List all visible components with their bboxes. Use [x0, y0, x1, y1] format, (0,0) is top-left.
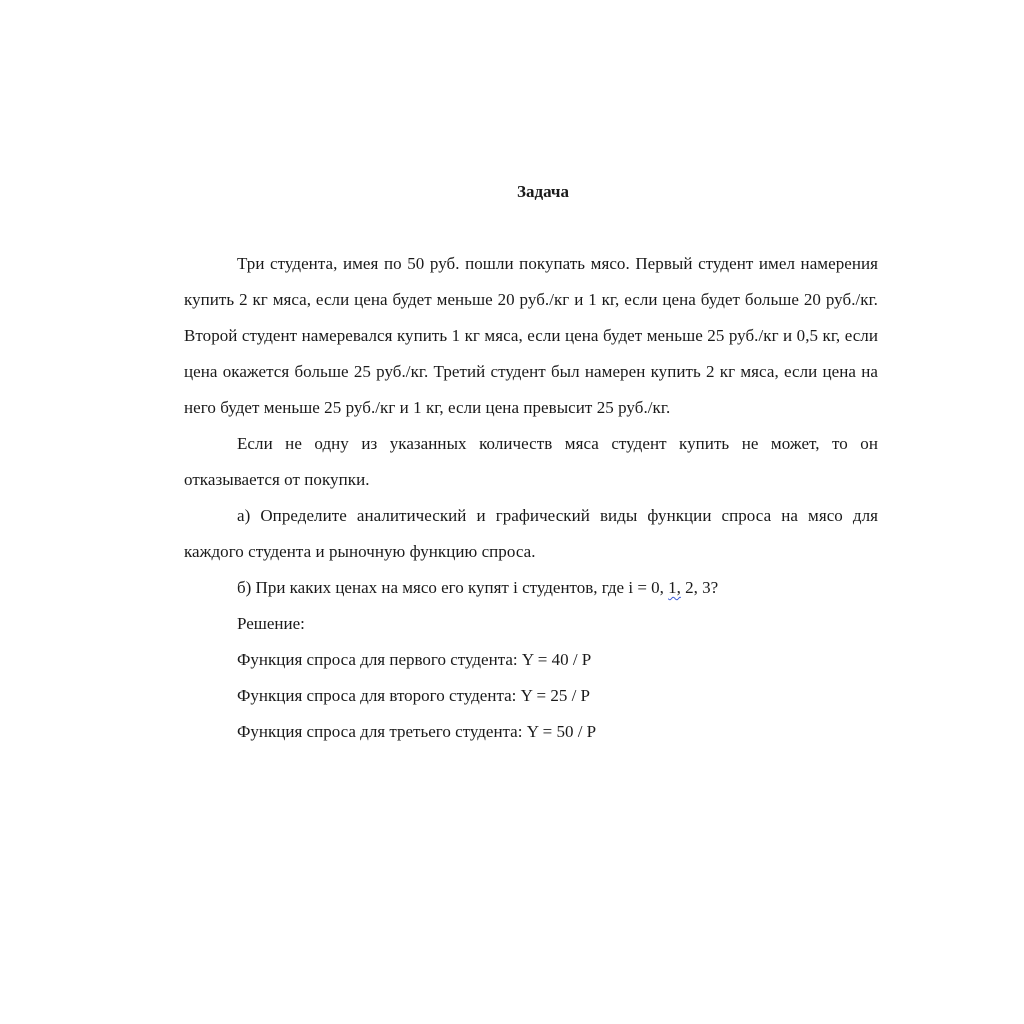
question-b-text-after: 2, 3? — [680, 578, 719, 597]
spellcheck-marked-text[interactable]: 1, — [668, 578, 681, 597]
document-page — [184, 174, 878, 750]
document-title: Задача — [517, 182, 569, 201]
question-a: а) Определите аналитический и графический виды функции спроса на мясо для каждого студента и рыночную функцию спроса. — [184, 506, 878, 561]
question-b-text-before: б) При каких ценах на мясо его купят i студентов, где i = 0, — [237, 578, 669, 597]
solution-label: Решение: — [237, 614, 305, 633]
demand-function-second-student: Функция спроса для второго студента: Y = 25 / P — [237, 686, 591, 705]
demand-function-third-student: Функция спроса для третьего студента: Y = 50 / P — [237, 722, 597, 741]
question-b — [184, 570, 878, 606]
demand-function-first-student: Функция спроса для первого студента: Y = 40 / P — [237, 650, 592, 669]
paragraph-refusal-condition: Если не одну из указанных количеств мяса студент купить не может, то он отказывается от покупки. — [184, 434, 878, 489]
paragraph-problem-statement: Три студента, имея по 50 руб. пошли покупать мясо. Первый студент имел намерения купить 2 кг мяса, если цена будет меньше 20 руб./кг и 1 кг, если цена будет больше 20 руб./кг. Второй студент намеревался купить 1 кг мяса, если цена будет меньше 25 руб./кг и 0,5 кг, если цена окажется больше 25 руб./кг. Третий студент был намерен купить 2 кг мяса, если цена на него будет меньше 25 руб./кг и 1 кг, если цена превысит 25 руб./кг. — [184, 254, 878, 417]
